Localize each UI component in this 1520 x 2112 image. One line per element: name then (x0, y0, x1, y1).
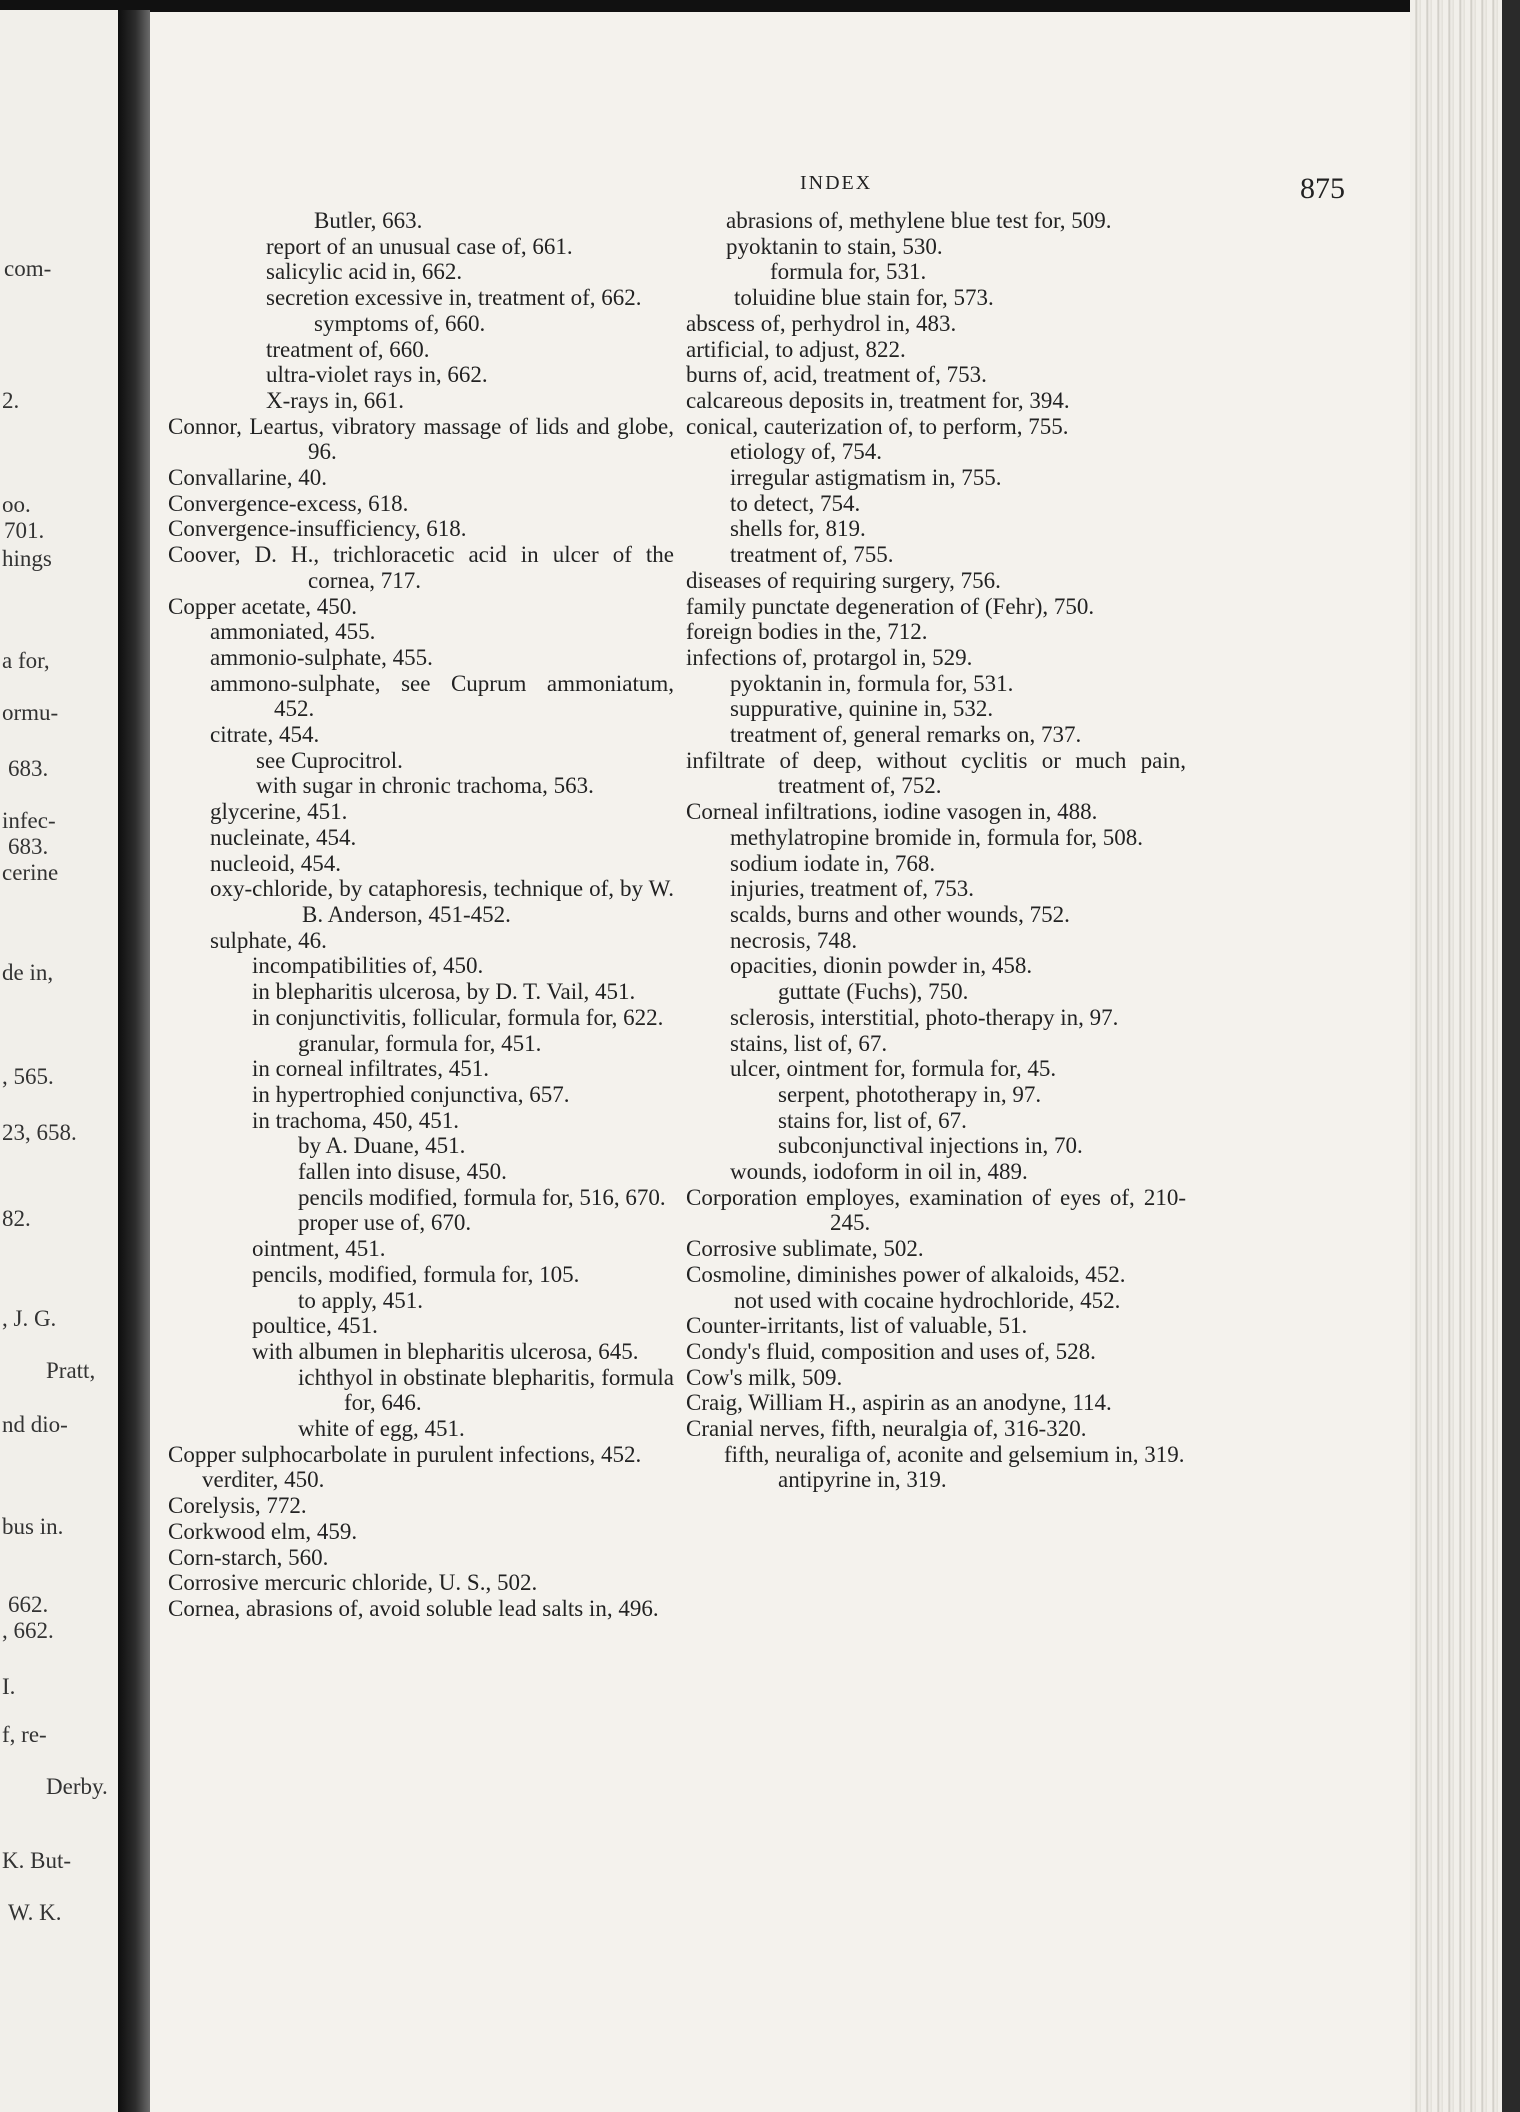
index-entry: incompatibilities of, 450. (252, 953, 484, 979)
index-entry: oxy-chloride, by cataphoresis, technique of, by W. B. Anderson, 451-452. (210, 876, 674, 927)
index-entry: treatment of, general remarks on, 737. (730, 722, 1082, 748)
index-entry: pyoktanin to stain, 530. (726, 233, 943, 259)
index-entry: calcareous deposits in, treatment for, 394. (686, 387, 1070, 413)
facing-page-text-fragment: com- (4, 256, 52, 281)
index-entry: wounds, iodoform in oil in, 489. (730, 1159, 1028, 1185)
index-entry: shells for, 819. (730, 516, 866, 542)
index-entry: Condy's fluid, composition and uses of, 528. (686, 1338, 1096, 1364)
index-entry: sclerosis, interstitial, photo-therapy in, 97. (730, 1004, 1119, 1030)
facing-page-text-fragment: Pratt, (46, 1358, 96, 1383)
index-entry: to detect, 754. (730, 490, 861, 516)
index-entry: infections of, protargol in, 529. (686, 644, 973, 670)
index-entry: Convergence-insufficiency, 618. (168, 516, 467, 542)
index-entry: Corporation employes, examination of eyes of, 210-245. (686, 1184, 1186, 1236)
index-entry: injuries, treatment of, 753. (730, 876, 974, 902)
facing-page-text-fragment: a for, (2, 648, 50, 673)
index-entry: pencils, modified, formula for, 105. (252, 1261, 580, 1287)
facing-page-text-fragment: I. (2, 1674, 16, 1699)
index-entry: pyoktanin in, formula for, 531. (730, 670, 1014, 696)
index-entry: poultice, 451. (252, 1313, 378, 1339)
index-entry: ammoniated, 455. (210, 619, 376, 645)
index-entry: Convallarine, 40. (168, 465, 328, 491)
index-entry: suppurative, quinine in, 532. (730, 696, 994, 722)
index-entry: to apply, 451. (298, 1287, 423, 1313)
facing-page-text-fragment: cerine (2, 860, 59, 885)
index-entry: opacities, dionin powder in, 458. (730, 953, 1033, 979)
facing-page-text-fragment: de in, (2, 960, 54, 985)
facing-page-text-fragment: 701. (4, 518, 45, 543)
facing-page-text-fragment: K. But- (2, 1848, 71, 1873)
index-entry: guttate (Fuchs), 750. (778, 979, 969, 1005)
index-entry: necrosis, 748. (730, 927, 858, 953)
index-entry: salicylic acid in, 662. (266, 259, 463, 285)
index-entry: Cosmoline, diminishes power of alkaloids, 452. (686, 1261, 1126, 1287)
index-entry: in hypertrophied conjunctiva, 657. (252, 1081, 570, 1107)
facing-page-text-fragment: , 662. (2, 1618, 54, 1643)
index-entry: ultra-violet rays in, 662. (266, 362, 488, 388)
index-entry: Corn-starch, 560. (168, 1544, 329, 1570)
index-entry: granular, formula for, 451. (298, 1030, 542, 1056)
facing-page-text-fragment: 82. (2, 1206, 31, 1231)
index-entry: treatment of, 660. (266, 336, 430, 362)
index-entry: treatment of, 755. (730, 542, 894, 568)
index-entry: X-rays in, 661. (266, 387, 404, 413)
index-entry: sulphate, 46. (210, 927, 327, 953)
index-entry: verditer, 450. (202, 1467, 325, 1493)
index-entry: with sugar in chronic trachoma, 563. (256, 773, 594, 799)
index-entry: in conjunctivitis, follicular, formula for, 622. (252, 1004, 664, 1030)
index-entry: ulcer, ointment for, formula for, 45. (730, 1056, 1057, 1082)
index-entry: report of an unusual case of, 661. (266, 233, 573, 259)
index-entry: Cranial nerves, fifth, neuralgia of, 316-320. (686, 1416, 1087, 1442)
index-entry: stains for, list of, 67. (778, 1107, 967, 1133)
index-entry: etiology of, 754. (730, 439, 883, 465)
index-entry: in blepharitis ulcerosa, by D. T. Vail, 451. (252, 979, 636, 1005)
index-entry: sodium iodate in, 768. (730, 850, 936, 876)
facing-page-text-fragment: Derby. (46, 1774, 108, 1799)
index-entry: in corneal infiltrates, 451. (252, 1056, 489, 1082)
index-entry: Counter-irritants, list of valuable, 51. (686, 1313, 1028, 1339)
index-entry: see Cuprocitrol. (256, 747, 403, 773)
index-entry: ammonio-sulphate, 455. (210, 644, 433, 670)
index-entry: glycerine, 451. (210, 799, 348, 825)
index-column-right (686, 208, 1186, 1493)
index-entry: white of egg, 451. (298, 1416, 465, 1442)
index-entry: Coover, D. H., trichloracetic acid in ulcer of the cornea, 717. (168, 542, 674, 593)
index-entry: Connor, Leartus, vibratory massage of lids and globe, 96. (168, 413, 674, 465)
facing-page-text-fragment: hings (2, 546, 52, 571)
index-entry: foreign bodies in the, 712. (686, 619, 928, 645)
facing-page-text-fragment: 2. (2, 388, 20, 413)
index-entry: Corneal infiltrations, iodine vasogen in, 488. (686, 799, 1098, 825)
index-entry: symptoms of, 660. (314, 310, 486, 336)
index-entry: Corelysis, 772. (168, 1493, 307, 1519)
index-entry: Copper sulphocarbolate in purulent infections, 452. (168, 1441, 642, 1467)
index-entry: not used with cocaine hydrochloride, 452. (734, 1287, 1121, 1313)
facing-page-text-fragment: 23, 658. (2, 1120, 77, 1145)
index-entry: pencils modified, formula for, 516, 670. (298, 1184, 666, 1210)
index-entry: subconjunctival injections in, 70. (778, 1133, 1083, 1159)
index-column-left (168, 208, 674, 1622)
index-entry: serpent, phototherapy in, 97. (778, 1081, 1042, 1107)
index-entry: abrasions of, methylene blue test for, 509. (726, 208, 1112, 233)
index-entry: burns of, acid, treatment of, 753. (686, 362, 987, 388)
facing-page-edge (0, 10, 118, 2112)
facing-page-text-fragment: f, re- (2, 1722, 47, 1747)
index-entry: irregular astigmatism in, 755. (730, 465, 1002, 491)
facing-page-text-fragment: 683. (8, 834, 49, 859)
index-entry: Copper acetate, 450. (168, 593, 358, 619)
index-entry: in trachoma, 450, 451. (252, 1107, 459, 1133)
facing-page-text-fragment: 683. (8, 756, 49, 781)
index-entry: nucleinate, 454. (210, 824, 357, 850)
index-entry: Corrosive sublimate, 502. (686, 1236, 924, 1262)
book-gutter (118, 10, 150, 2112)
index-entry: fifth, neuraliga of, aconite and gelsemium in, 319. (724, 1441, 1185, 1467)
index-entry: scalds, burns and other wounds, 752. (730, 901, 1070, 927)
index-entry: by A. Duane, 451. (298, 1133, 466, 1159)
index-entry: secretion excessive in, treatment of, 662. (266, 285, 642, 311)
index-entry: Craig, William H., aspirin as an anodyne, 114. (686, 1390, 1112, 1416)
page-number: 875 (1300, 172, 1345, 205)
index-entry: Cornea, abrasions of, avoid soluble lead salts in, 496. (168, 1595, 659, 1621)
index-entry: abscess of, perhydrol in, 483. (686, 310, 957, 336)
index-entry: Corkwood elm, 459. (168, 1518, 358, 1544)
index-entry: citrate, 454. (210, 722, 320, 748)
index-entry: Cow's milk, 509. (686, 1364, 843, 1390)
facing-page-text-fragment: oo. (2, 492, 31, 517)
index-entry: antipyrine in, 319. (778, 1467, 947, 1493)
facing-page-text-fragment: W. K. (8, 1900, 62, 1925)
index-entry: family punctate degeneration of (Fehr), 750. (686, 593, 1095, 619)
index-entry: ointment, 451. (252, 1236, 386, 1262)
index-entry: artificial, to adjust, 822. (686, 336, 906, 362)
index-entry: infiltrate of deep, without cyclitis or much pain, treatment of, 752. (686, 747, 1186, 799)
index-entry: formula for, 531. (770, 259, 927, 285)
facing-page-text-fragment: nd dio- (2, 1412, 68, 1437)
index-entry: Corrosive mercuric chloride, U. S., 502. (168, 1570, 538, 1596)
facing-page-text-fragment: bus in. (2, 1514, 64, 1539)
index-entry: with albumen in blepharitis ulcerosa, 645. (252, 1338, 639, 1364)
index-entry: fallen into disuse, 450. (298, 1159, 507, 1185)
facing-page-text-fragment: 662. (8, 1592, 49, 1617)
index-entry: stains, list of, 67. (730, 1030, 888, 1056)
index-entry: toluidine blue stain for, 573. (734, 285, 994, 311)
index-entry: diseases of requiring surgery, 756. (686, 567, 1001, 593)
index-entry: proper use of, 670. (298, 1210, 472, 1236)
facing-page-text-fragment: ormu- (2, 700, 59, 725)
facing-page-text-fragment: , J. G. (2, 1306, 57, 1331)
index-entry: ichthyol in obstinate blepharitis, formula for, 646. (298, 1364, 674, 1416)
index-entry: conical, cauterization of, to perform, 755. (686, 413, 1069, 439)
index-entry: Butler, 663. (314, 208, 423, 233)
facing-page-text-fragment: , 565. (2, 1064, 54, 1089)
index-entry: nucleoid, 454. (210, 850, 341, 876)
index-entry: methylatropine bromide in, formula for, 508. (730, 824, 1143, 850)
facing-page-text-fragment: infec- (2, 808, 56, 833)
running-header: INDEX (800, 172, 873, 194)
index-entry: Convergence-excess, 618. (168, 490, 409, 516)
index-entry: ammono-sulphate, see Cuprum ammoniatum, 452. (210, 670, 674, 722)
page-stack-edges (1410, 0, 1520, 2112)
